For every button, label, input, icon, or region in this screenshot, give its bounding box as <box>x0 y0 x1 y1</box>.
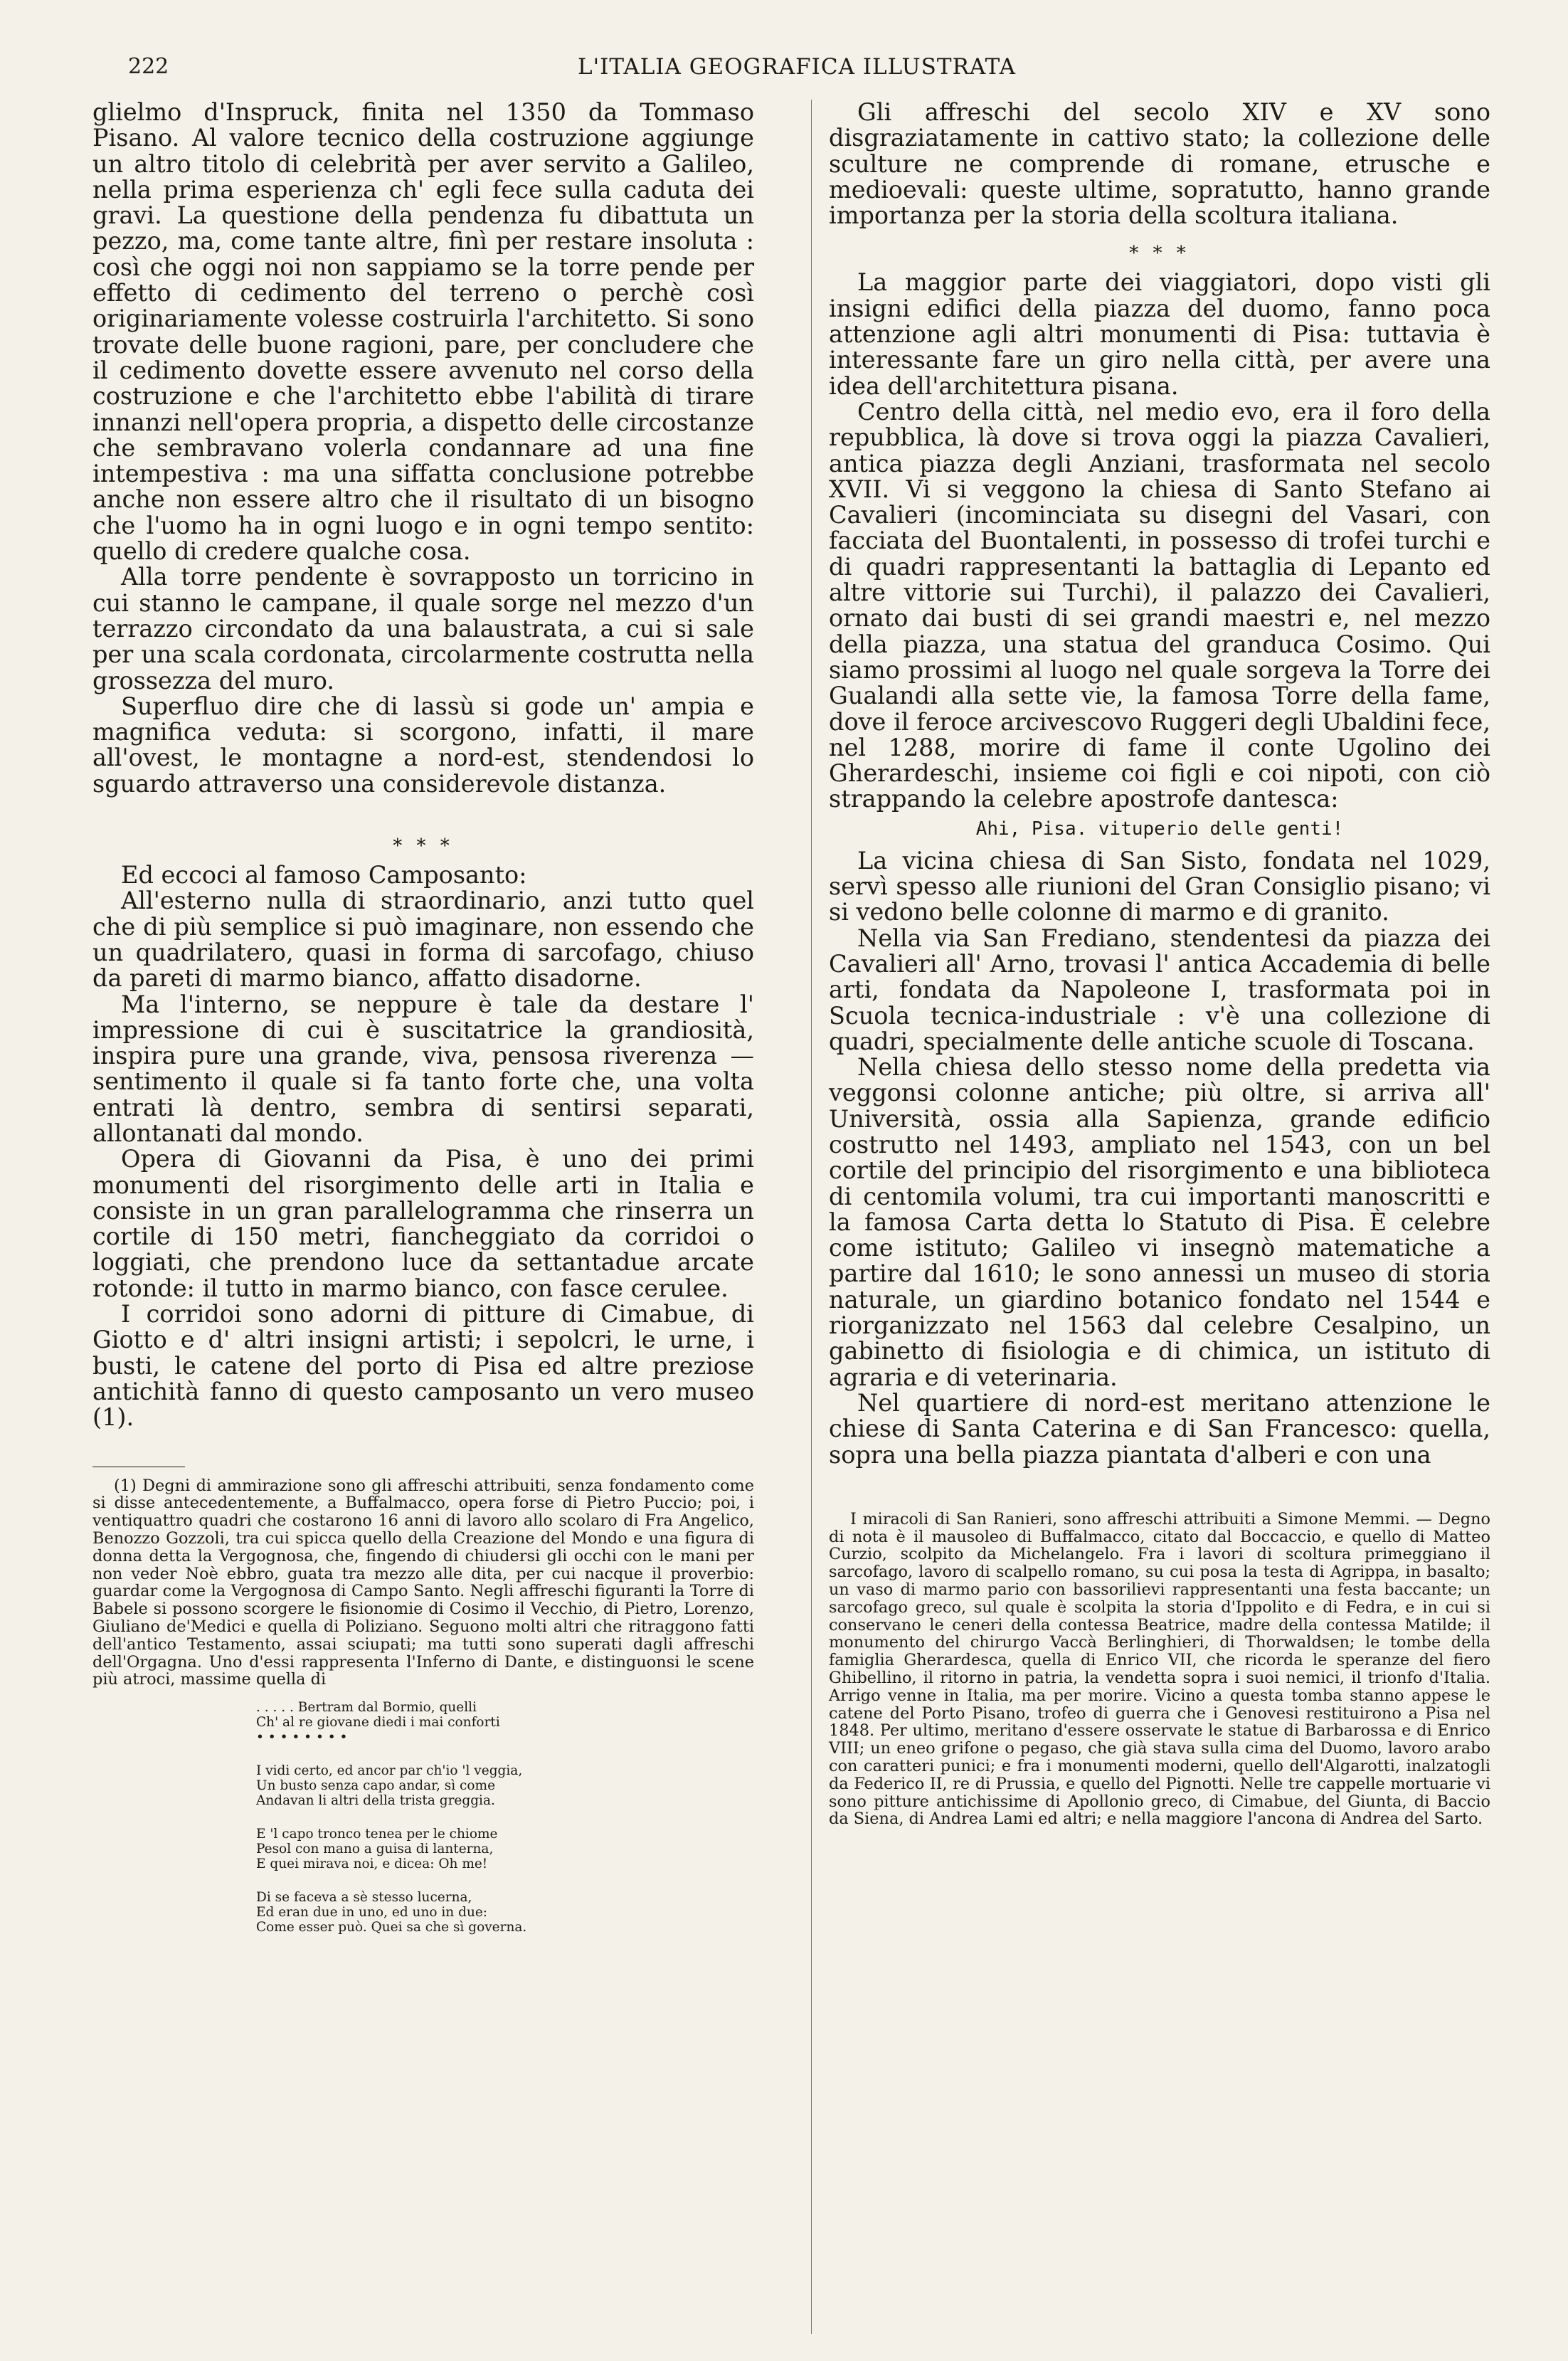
paragraph: Centro della città, nel medio evo, era il foro della repubblica, là dove si trova oggi la piazza Cavalieri, antica piazza degli Anziani, trasformata nel secolo XVII. Vi si veggono la chiesa di Santo Stefano ai Cavalieri (incominciata su disegni del Vasari, con facciata del Buontalenti, in possesso di trofei turchi e di quadri rappresentanti la battaglia di Lepanto ed altre vittorie sui Turchi), il palazzo dei Cavalieri, ornato dai busti di sei grandi maestri e, nel mezzo della piazza, una statua del granduca Cosimo. Qui siamo prossimi al luogo nel quale sorgeva la Torre dei Gualandi alla sette vie, la famosa Torre della fame, dove il feroce arcivescovo Ruggeri degli Ubaldini fece, nel 1288, morire di fame il conte Ugolino dei Gherardeschi, insieme coi figli e coi nipoti, con ciò strappando la celebre apostrofe dantesca: <box>829 397 1490 813</box>
poem-line: Ed eran due in uno, ed uno in due: <box>256 1905 488 1921</box>
paragraph: Ed eccoci al famoso Camposanto: <box>121 861 527 889</box>
column-divider <box>811 100 812 2334</box>
page-number: 222 <box>128 54 169 79</box>
poem-line: Di se faceva a sè stesso lucerna, <box>256 1890 472 1906</box>
poem-quote <box>256 1700 754 1935</box>
poem-line: I vidi certo, ed ancor par ch'io 'l veggia, <box>256 1763 523 1779</box>
section-separator: * * * <box>393 835 454 857</box>
paragraph: Alla torre pendente è sovrapposto un torricino in cui stanno le campane, il quale sorge nel mezzo d'un terrazzo circondato da una balaustrata, a cui si sale per una scala cordonata, circolarmente costrutta nella grossezza del muro. <box>92 563 754 694</box>
footnote-continuation: I miracoli di San Ranieri, sono affreschi attribuiti a Simone Memmi. — Degno di nota è il mausoleo di Buffalmacco, citato dal Boccaccio, e quello di Matteo Curzio, scolpito da Michelangelo. Fra i lavori di scoltura primeggiano il sarcofago, lavoro di scalpello romano, su cui posa la testa di Agrippa, in basalto; un vaso di marmo pario con bassorilievi rappresentanti una festa baccante; un sarcofago greco, sul quale è scolpita la storia d'Ippolito e di Fedra, e in cui si conservano le ceneri della contessa Beatrice, madre della contessa Matilde; il monumento del chirurgo Vaccà Berlinghieri, di Thorwaldsen; le tombe della famiglia Gherardesca, quella di Enrico VII, che ricorda le speranze del fiero Ghibellino, il ritorno in patria, la vendetta sopra i suoi nemici, il trionfo d'Italia. Arrigo venne in Italia, ma per morire. Vicino a questa tomba stanno appese le catene del Porto Pisano, trofeo di guerra che i Genovesi restituirono a Pisa nel 1848. Per ultimo, meritano d'essere osservate le statue di Barbarossa e di Enrico VIII; un eneo grifone o pegaso, che già stava sulla cima del Duomo, lavoro arabo con caratteri punici; e fra i monumenti moderni, quello dell'Algarotti, inalzatogli da Federico II, re di Prussia, e quello del Pignotti. Nelle tre cappelle mortuarie vi sono pitture antichissime di Apollonio greco, di Cimabue, del Giunta, di Baccio da Siena, di Andrea Lami ed altri; e nella maggiore l'ancona di Andrea del Sarto. <box>829 1509 1490 1829</box>
poem-line: Ch' al re giovane diedi i mai conforti <box>256 1715 500 1731</box>
footnote: (1) Degni di ammirazione sono gli affreschi attribuiti, senza fondamento come si disse antecedentemente, a Buffalmacco, opera forse di Pietro Puccio; poi, i ventiquattro quadri che costarono 16 anni di lavoro allo scolaro di Fra Angelico, Benozzo Gozzoli, tra cui spicca quello della Creazione del Mondo e una figura di donna detta la Vergognosa, che, fingendo di chiudersi gli occhi con le mani per non veder Noè ebbro, guata tra mezzo alle dita, per cui nacque il proverbio: guardar come la Vergognosa di Campo Santo. Negli affreschi figuranti la Torre di Babele si possono scorgere le fisionomie di Cosimo il Vecchio, di Pietro, Lorenzo, Giuliano de'Medici e quella di Poliziano. Seguono molti altri che ritraggono fatti dell'antico Testamento, assai sciupati; ma tutti sono superati dagli affreschi dell'Orgagna. Uno d'essi rappresenta l'Inferno di Dante, e distinguonsi le scene più atroci, massime quella di <box>92 1476 754 1689</box>
poem-line: E 'l capo tronco tenea per le chiome <box>256 1827 498 1842</box>
poem-line: • • • • • • • • <box>256 1730 348 1745</box>
poem-line: Pesol con mano a guisa di lanterna, <box>256 1842 494 1857</box>
paragraph: Nella chiesa dello stesso nome della predetta via veggonsi colonne antiche; più oltre, si arriva all' Università, ossia alla Sapienza, grande edificio costrutto nel 1493, ampliato nel 1543, con un bel cortile del principio del risorgimento e una biblioteca di centomila volumi, tra cui importanti manoscritti e la famosa Carta detta lo Statuto di Pisa. È celebre come istituto; Galileo vi insegnò matematiche a partire dal 1610; le sono annessi un museo di storia naturale, un giardino botanico fondato nel 1544 e riorganizzato nel 1563 dal celebre Cesalpino, un gabinetto di fisiologia e di chimica, un istituto di agraria e di veterinaria. <box>829 1053 1490 1391</box>
paragraph: All'esterno nulla di straordinario, anzi tutto quel che di più semplice si può imaginare, non essendo che un quadrilatero, quasi in forma di sarcofago, chiuso da pareti di marmo bianco, affatto disadorne. <box>92 887 754 993</box>
running-title: L'ITALIA GEOGRAFICA ILLUSTRATA <box>578 54 1016 80</box>
paragraph: I corridoi sono adorni di pitture di Cimabue, di Giotto e d' altri insigni artisti; i sepolcri, le urne, i busti, le catene del porto di Pisa ed altre preziose antichità fanno di questo camposanto un vero museo (1). <box>92 1300 754 1432</box>
poem-line: . . . . . Bertram dal Bormio, quelli <box>256 1700 477 1716</box>
right-column <box>829 100 1490 1828</box>
paragraph: Opera di Giovanni da Pisa, è uno dei primi monumenti del risorgimento delle arti in Italia e consiste in un gran parallelogramma che rinserra un cortile di 150 metri, fiancheggiato da corridoi o loggiati, che prendono luce da settantadue arcate rotonde: il tutto in marmo bianco, con fasce cerulee. <box>92 1145 754 1302</box>
poem-line: Andavan li altri della trista greggia. <box>256 1793 495 1809</box>
paragraph: La maggior parte dei viaggiatori, dopo visti gli insigni edifici della piazza del duomo, fanno poca attenzione agli altri monumenti di Pisa: tuttavia è interessante fare un giro nella città, per avere una idea dell'architettura pisana. <box>829 268 1490 400</box>
paragraph: Superfluo dire che di lassù si gode un' ampia e magnifica veduta: si scorgono, infatti, il mare all'ovest, le montagne a nord-est, stendendosi lo sguardo attraverso una considerevole distanza. <box>92 692 754 798</box>
dante-quote: Ahi, Pisa. vituperio delle genti! <box>975 818 1344 840</box>
left-column <box>92 100 754 1953</box>
paragraph: Ma l'interno, se neppure è tale da destare l' impressione di cui è suscitatrice la grandiosità, inspira pure una grande, viva, pensosa riverenza — sentimento il quale si fa tanto forte che, una volta entrati là dentro, sembra di sentirsi separati, allontanati dal mondo. <box>92 990 754 1147</box>
poem-stanza <box>256 1890 754 1935</box>
poem-line: E quei mirava noi, e dicea: Oh me! <box>256 1856 488 1872</box>
paragraph: Nella via San Frediano, stendentesi da piazza dei Cavalieri all' Arno, trovasi l' antica Accademia di belle arti, fondata da Napoleone I, trasformata poi in Scuola tecnica-industriale : v'è una collezione di quadri, specialmente delle antiche scuole di Toscana. <box>829 924 1490 1055</box>
paragraph: La vicina chiesa di San Sisto, fondata nel 1029, servì spesso alle riunioni del Gran Consiglio pisano; vi si vedono belle colonne di marmo e di granito. <box>829 846 1490 926</box>
paragraph: Gli affreschi del secolo XIV e XV sono disgraziatamente in cattivo stato; la collezione delle sculture ne comprende di romane, etrusche e medioevali: queste ultime, sopratutto, hanno grande importanza per la storia della scoltura italiana. <box>829 98 1490 230</box>
poem-stanza <box>256 1700 754 1745</box>
paragraph: Nel quartiere di nord-est meritano attenzione le chiese di Santa Caterina e di San Francesco: quella, sopra una bella piazza piantata d'alberi e con una <box>829 1388 1490 1469</box>
poem-stanza <box>256 1763 754 1808</box>
poem-line: Come esser può. Quei sa che sì governa. <box>256 1920 527 1935</box>
poem-stanza <box>256 1827 754 1871</box>
page-header <box>128 54 1466 90</box>
poem-line: Un busto senza capo andar, sì come <box>256 1778 496 1794</box>
paragraph: glielmo d'Inspruck, finita nel 1350 da Tommaso Pisano. Al valore tecnico della costruzione aggiunge un altro titolo di celebrità per aver servito a Galileo, nella prima esperienza ch' egli fece sulla caduta dei gravi. La questione della pendenza fu dibattuta un pezzo, ma, come tante altre, finì per restare insoluta : così che oggi noi non sappiamo se la torre pende per effetto di cedimento del terreno o perchè così originariamente volesse costruirla l'architetto. Si sono trovate delle buone ragioni, pare, per concludere che il cedimento dovette essere avvenuto nel corso della costruzione e che l'architetto ebbe l'abilità di tirare innanzi nell'opera propria, a dispetto delle circostanze che sembravano volerla condannare ad una fine intempestiva : ma una siffatta conclusione potrebbe anche non essere altro che il risultato di un bisogno che l'uomo ha in ogni luogo e in ogni tempo sentito: quello di credere qualche cosa. <box>92 98 754 566</box>
section-separator: * * * <box>1129 243 1190 265</box>
